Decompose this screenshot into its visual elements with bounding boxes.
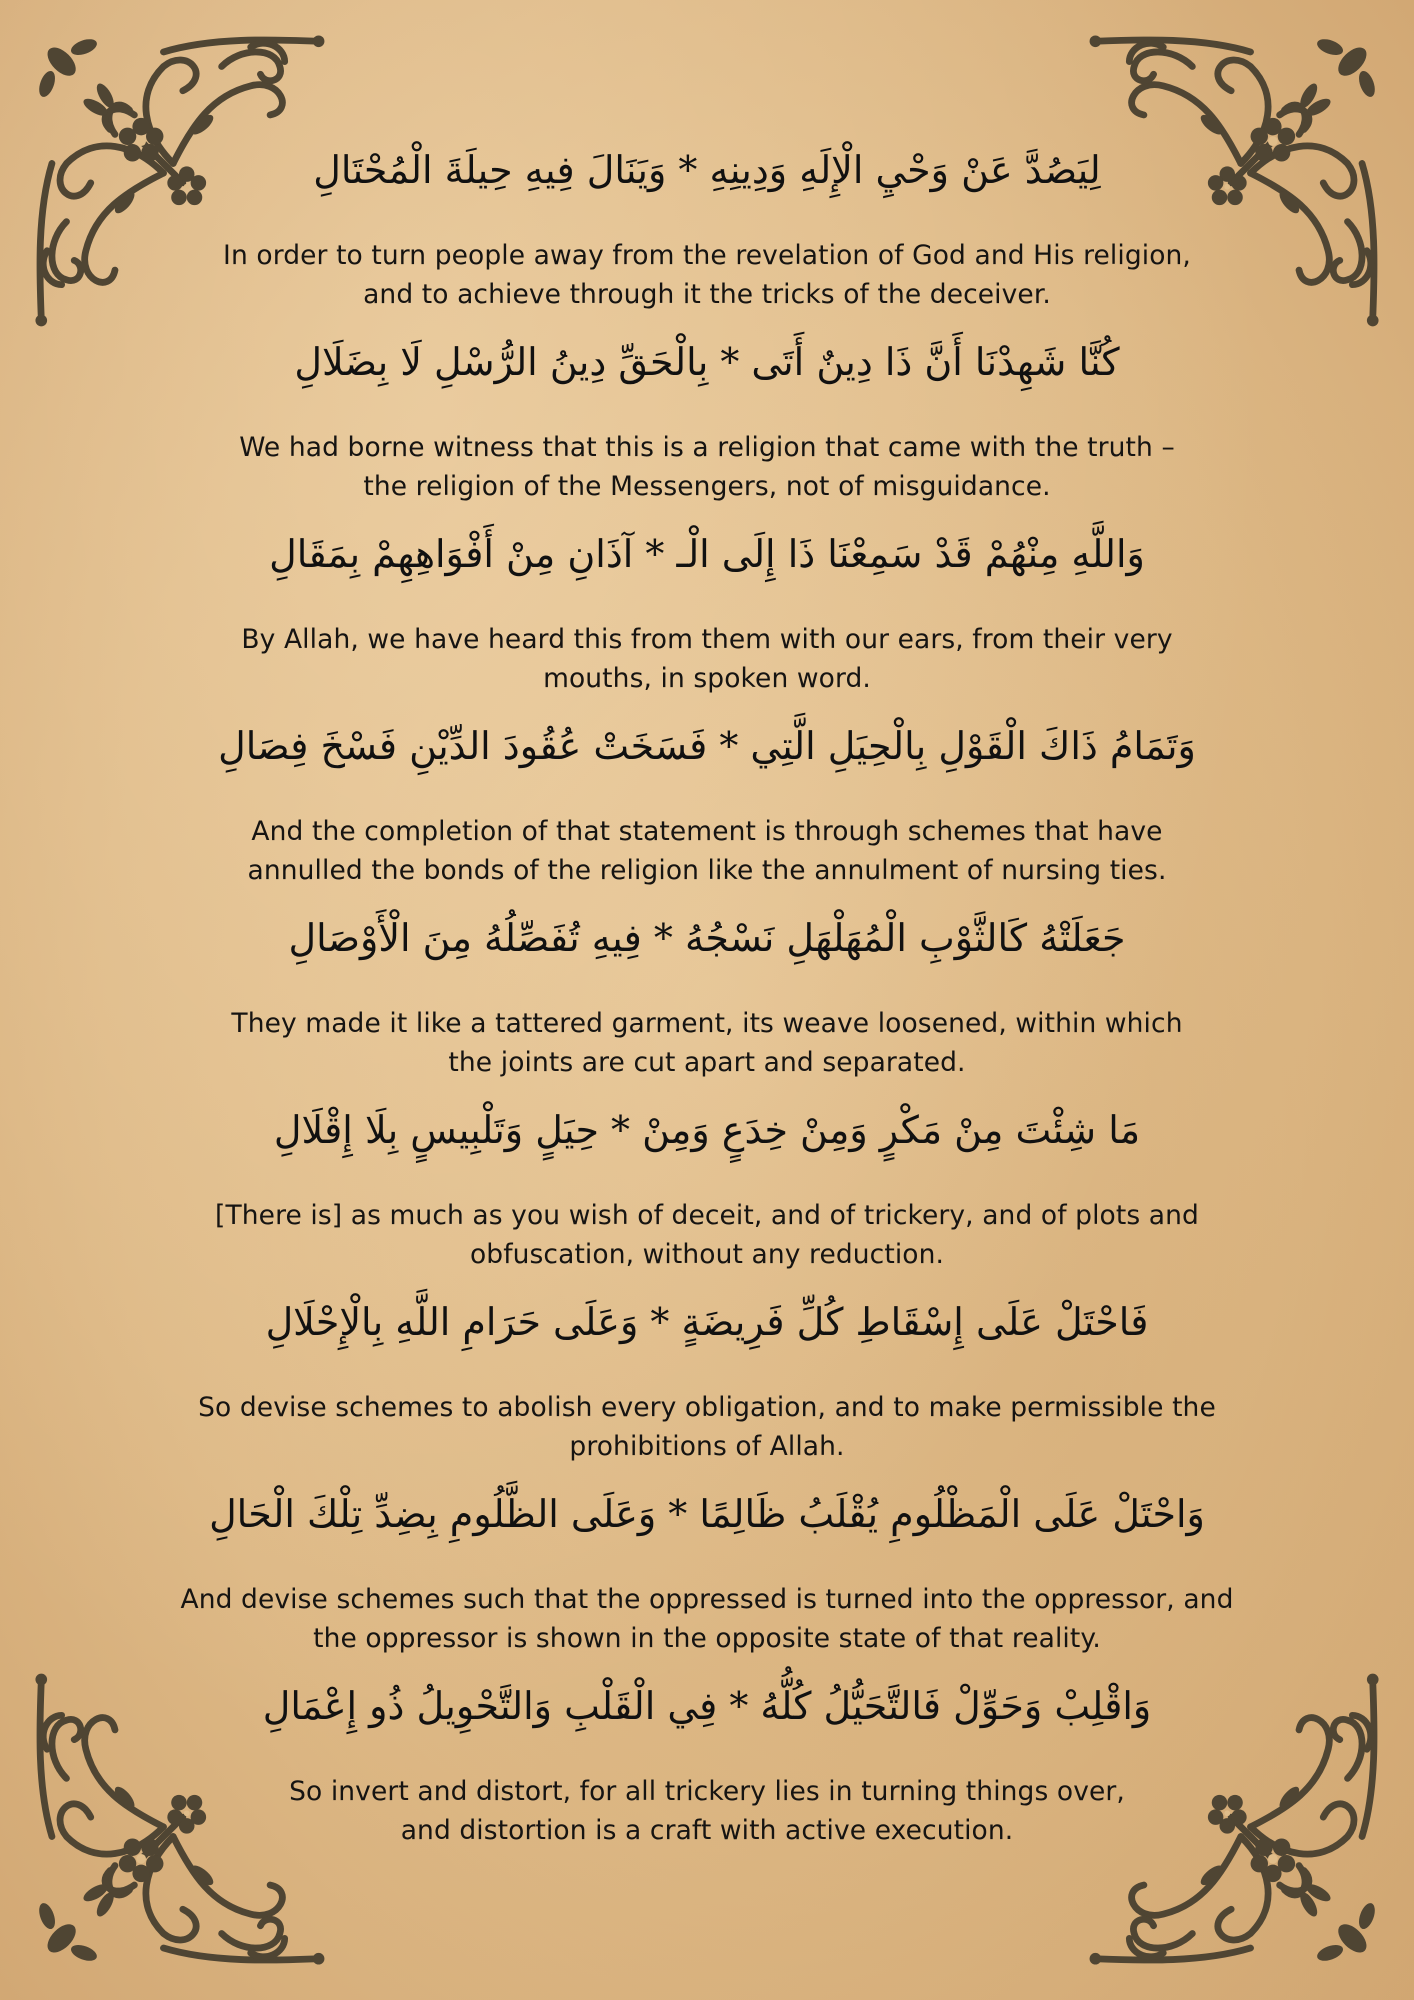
english-translation <box>150 1580 1264 1658</box>
arabic-verse: وَتَمَامُ ذَاكَ الْقَوْلِ بِالْحِيَلِ الَّتِي * فَسَخَتْ عُقُودَ الدِّيْنِ فَسْخَ فِصَالِ <box>218 724 1196 768</box>
verse-block <box>150 908 1264 1082</box>
translation-line: And devise schemes such that the oppressed is turned into the oppressor, and <box>180 1584 1234 1615</box>
verse-block <box>150 524 1264 698</box>
arabic-verse: جَعَلَتْهُ كَالثَّوْبِ الْمُهَلْهَلِ نَسْجُهُ * فِيهِ تُفَصِّلُهُ مِنَ الْأَوْصَالِ <box>288 916 1126 960</box>
english-translation <box>150 1004 1264 1082</box>
arabic-verse: وَاقْلِبْ وَحَوِّلْ فَالتَّحَيُّلُ كُلُّهُ * فِي الْقَلْبِ وَالتَّحْوِيلُ ذُو إِعْمَالِ <box>262 1684 1152 1728</box>
arabic-verse: مَا شِئْتَ مِنْ مَكْرٍ وَمِنْ خِدَعٍ وَمِنْ * حِيَلٍ وَتَلْبِيسٍ بِلَا إِقْلَالِ <box>273 1108 1141 1152</box>
verse-block <box>150 1676 1264 1850</box>
translation-line: We had borne witness that this is a religion that came with the truth – <box>239 432 1175 463</box>
translation-line: mouths, in spoken word. <box>543 663 871 694</box>
translation-line: And the completion of that statement is through schemes that have <box>251 816 1163 847</box>
translation-line: and to achieve through it the tricks of the deceiver. <box>363 279 1051 310</box>
translation-line: the oppressor is shown in the opposite state of that reality. <box>313 1623 1101 1654</box>
english-translation <box>150 236 1264 314</box>
translation-line: obfuscation, without any reduction. <box>469 1239 945 1270</box>
verse-block <box>150 1484 1264 1658</box>
arabic-verse: لِيَصُدَّ عَنْ وَحْيِ الْإِلَهِ وَدِينِهِ * وَيَنَالَ فِيهِ حِيلَةَ الْمُحْتَالِ <box>313 148 1101 192</box>
verse-block <box>150 332 1264 506</box>
translation-line: In order to turn people away from the revelation of God and His religion, <box>223 240 1191 271</box>
translation-line: So devise schemes to abolish every obligation, and to make permissible the <box>198 1392 1216 1423</box>
arabic-verse: وَاحْتَلْ عَلَى الْمَظْلُومِ يُقْلَبُ ظَالِمًا * وَعَلَى الظَّلُومِ بِضِدِّ تِلْكَ الْحَالِ <box>209 1492 1205 1536</box>
english-translation <box>150 1196 1264 1274</box>
verse-block <box>150 1100 1264 1274</box>
english-translation <box>150 812 1264 890</box>
verse-block <box>150 140 1264 314</box>
translation-line: and distortion is a craft with active execution. <box>400 1815 1014 1846</box>
translation-line: the religion of the Messengers, not of misguidance. <box>363 471 1051 502</box>
english-translation <box>150 1388 1264 1466</box>
english-translation <box>150 1772 1264 1850</box>
translation-line: They made it like a tattered garment, its weave loosened, within which <box>231 1008 1183 1039</box>
translation-line: prohibitions of Allah. <box>569 1431 845 1462</box>
english-translation <box>150 620 1264 698</box>
arabic-verse: فَاحْتَلْ عَلَى إِسْقَاطِ كُلِّ فَرِيضَةٍ * وَعَلَى حَرَامِ اللَّهِ بِالْإِحْلَالِ <box>265 1300 1149 1344</box>
translation-line: By Allah, we have heard this from them with our ears, from their very <box>241 624 1173 655</box>
english-translation <box>150 428 1264 506</box>
verse-block <box>150 1292 1264 1466</box>
translation-line: annulled the bonds of the religion like the annulment of nursing ties. <box>247 855 1167 886</box>
translation-line: [There is] as much as you wish of deceit, and of trickery, and of plots and <box>215 1200 1199 1231</box>
translation-line: the joints are cut apart and separated. <box>448 1047 966 1078</box>
arabic-verse: وَاللَّهِ مِنْهُمْ قَدْ سَمِعْنَا ذَا إِلَى الْـ * آذَانِ مِنْ أَفْوَاهِهِمْ بِمَقَالِ <box>269 532 1145 576</box>
arabic-verse: كُنَّا شَهِدْنَا أَنَّ ذَا دِينٌ أَتَى * بِالْحَقِّ دِينُ الرُّسْلِ لَا بِضَلَالِ <box>294 340 1120 384</box>
translation-line: So invert and distort, for all trickery lies in turning things over, <box>289 1776 1125 1807</box>
verse-block <box>150 716 1264 890</box>
